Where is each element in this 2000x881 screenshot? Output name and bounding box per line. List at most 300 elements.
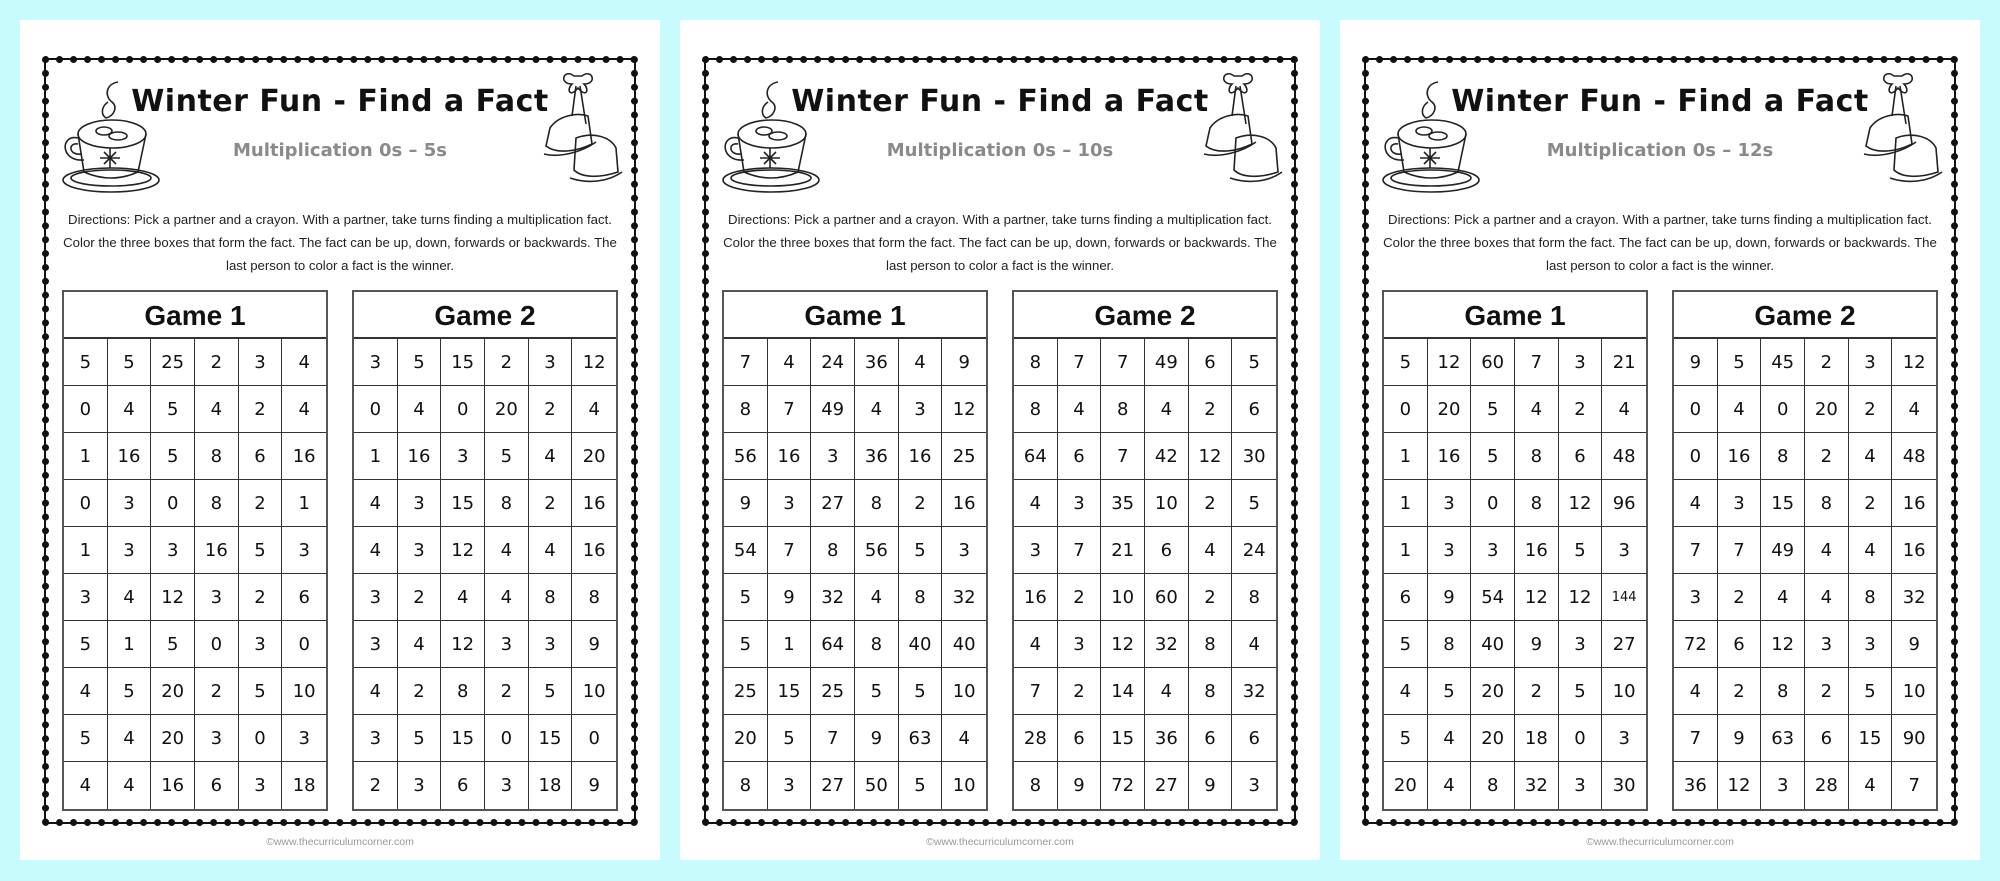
grid-cell[interactable]: 15: [1101, 715, 1145, 762]
grid-cell[interactable]: 5: [1384, 621, 1428, 668]
grid-cell[interactable]: 3: [1058, 480, 1102, 527]
grid-cell[interactable]: 60: [1145, 574, 1189, 621]
grid-cell[interactable]: 9: [1515, 621, 1559, 668]
grid-cell[interactable]: 27: [811, 762, 855, 809]
grid-cell[interactable]: 64: [811, 621, 855, 668]
grid-cell[interactable]: 54: [724, 527, 768, 574]
grid-cell[interactable]: 5: [855, 668, 899, 715]
grid-cell[interactable]: 4: [1849, 762, 1893, 809]
grid-cell[interactable]: 0: [282, 621, 326, 668]
grid-cell[interactable]: 4: [855, 574, 899, 621]
grid-cell[interactable]: 6: [1384, 574, 1428, 621]
grid-cell[interactable]: 8: [1101, 386, 1145, 433]
grid-cell[interactable]: 7: [768, 527, 812, 574]
grid-cell[interactable]: 2: [398, 574, 442, 621]
grid-cell[interactable]: 3: [282, 527, 326, 574]
grid-cell[interactable]: 4: [282, 339, 326, 386]
grid-cell[interactable]: 40: [942, 621, 986, 668]
grid-cell[interactable]: 3: [398, 527, 442, 574]
grid-cell[interactable]: 25: [942, 433, 986, 480]
grid-cell[interactable]: 16: [195, 527, 239, 574]
grid-cell[interactable]: 18: [529, 762, 573, 809]
grid-cell[interactable]: 7: [1674, 527, 1718, 574]
grid-cell[interactable]: 8: [572, 574, 616, 621]
grid-cell[interactable]: 6: [1559, 433, 1603, 480]
grid-cell[interactable]: 50: [855, 762, 899, 809]
grid-cell[interactable]: 1: [1384, 527, 1428, 574]
grid-cell[interactable]: 4: [1805, 527, 1849, 574]
grid-cell[interactable]: 56: [855, 527, 899, 574]
grid-cell[interactable]: 3: [195, 574, 239, 621]
grid-cell[interactable]: 4: [1805, 574, 1849, 621]
grid-cell[interactable]: 8: [1761, 668, 1805, 715]
grid-cell[interactable]: 4: [282, 386, 326, 433]
grid-cell[interactable]: 32: [1145, 621, 1189, 668]
grid-cell[interactable]: 12: [1101, 621, 1145, 668]
grid-cell[interactable]: 90: [1892, 715, 1936, 762]
grid-cell[interactable]: 2: [1805, 668, 1849, 715]
grid-cell[interactable]: 48: [1602, 433, 1646, 480]
grid-cell[interactable]: 0: [1471, 480, 1515, 527]
grid-cell[interactable]: 16: [768, 433, 812, 480]
grid-cell[interactable]: 4: [529, 527, 573, 574]
grid-cell[interactable]: 3: [239, 339, 283, 386]
grid-cell[interactable]: 5: [1232, 480, 1276, 527]
grid-cell[interactable]: 16: [1428, 433, 1472, 480]
grid-cell[interactable]: 4: [899, 339, 943, 386]
grid-cell[interactable]: 63: [1761, 715, 1805, 762]
grid-cell[interactable]: 7: [1014, 668, 1058, 715]
grid-cell[interactable]: 2: [239, 574, 283, 621]
grid-cell[interactable]: 8: [1014, 762, 1058, 809]
grid-cell[interactable]: 3: [441, 433, 485, 480]
grid-cell[interactable]: 16: [1014, 574, 1058, 621]
grid-cell[interactable]: 0: [485, 715, 529, 762]
grid-cell[interactable]: 12: [572, 339, 616, 386]
grid-cell[interactable]: 2: [354, 762, 398, 809]
grid-cell[interactable]: 0: [64, 386, 108, 433]
grid-cell[interactable]: 2: [899, 480, 943, 527]
grid-cell[interactable]: 2: [1058, 668, 1102, 715]
grid-cell[interactable]: 2: [1849, 386, 1893, 433]
grid-cell[interactable]: 1: [1384, 480, 1428, 527]
grid-cell[interactable]: 15: [1849, 715, 1893, 762]
grid-cell[interactable]: 3: [1058, 621, 1102, 668]
grid-cell[interactable]: 8: [724, 762, 768, 809]
grid-cell[interactable]: 3: [282, 715, 326, 762]
grid-cell[interactable]: 3: [942, 527, 986, 574]
grid-cell[interactable]: 16: [572, 480, 616, 527]
grid-cell[interactable]: 3: [768, 480, 812, 527]
grid-cell[interactable]: 54: [1471, 574, 1515, 621]
grid-cell[interactable]: 0: [64, 480, 108, 527]
grid-cell[interactable]: 8: [195, 480, 239, 527]
grid-cell[interactable]: 2: [1189, 386, 1233, 433]
grid-cell[interactable]: 2: [1718, 574, 1762, 621]
grid-cell[interactable]: 0: [354, 386, 398, 433]
grid-cell[interactable]: 3: [1718, 480, 1762, 527]
grid-cell[interactable]: 49: [811, 386, 855, 433]
grid-cell[interactable]: 5: [899, 668, 943, 715]
grid-cell[interactable]: 7: [1515, 339, 1559, 386]
grid-cell[interactable]: 16: [899, 433, 943, 480]
grid-cell[interactable]: 3: [1674, 574, 1718, 621]
grid-cell[interactable]: 3: [151, 527, 195, 574]
grid-cell[interactable]: 12: [1892, 339, 1936, 386]
grid-cell[interactable]: 3: [1559, 339, 1603, 386]
grid-cell[interactable]: 9: [942, 339, 986, 386]
grid-cell[interactable]: 49: [1145, 339, 1189, 386]
grid-cell[interactable]: 8: [855, 621, 899, 668]
grid-cell[interactable]: 6: [1058, 433, 1102, 480]
grid-cell[interactable]: 27: [811, 480, 855, 527]
grid-cell[interactable]: 7: [1101, 433, 1145, 480]
grid-cell[interactable]: 4: [64, 762, 108, 809]
grid-cell[interactable]: 8: [811, 527, 855, 574]
grid-cell[interactable]: 64: [1014, 433, 1058, 480]
grid-cell[interactable]: 8: [1428, 621, 1472, 668]
grid-cell[interactable]: 5: [1232, 339, 1276, 386]
grid-cell[interactable]: 48: [1892, 433, 1936, 480]
grid-cell[interactable]: 9: [724, 480, 768, 527]
grid-cell[interactable]: 12: [1189, 433, 1233, 480]
grid-cell[interactable]: 2: [1805, 339, 1849, 386]
grid-cell[interactable]: 5: [1718, 339, 1762, 386]
grid-cell[interactable]: 2: [529, 386, 573, 433]
grid-cell[interactable]: 20: [1471, 668, 1515, 715]
grid-cell[interactable]: 6: [1232, 715, 1276, 762]
grid-cell[interactable]: 15: [441, 480, 485, 527]
grid-cell[interactable]: 3: [239, 762, 283, 809]
grid-cell[interactable]: 20: [572, 433, 616, 480]
grid-cell[interactable]: 5: [1471, 386, 1515, 433]
grid-cell[interactable]: 10: [1892, 668, 1936, 715]
grid-cell[interactable]: 18: [1515, 715, 1559, 762]
grid-cell[interactable]: 16: [108, 433, 152, 480]
grid-cell[interactable]: 5: [108, 668, 152, 715]
grid-cell[interactable]: 18: [292, 775, 316, 796]
grid-cell[interactable]: 20: [1805, 386, 1849, 433]
grid-cell[interactable]: 7: [1101, 339, 1145, 386]
grid-cell[interactable]: 2: [1058, 574, 1102, 621]
grid-cell[interactable]: 5: [151, 433, 195, 480]
grid-cell[interactable]: 20: [1471, 715, 1515, 762]
grid-cell[interactable]: 6: [1189, 715, 1233, 762]
grid-cell[interactable]: 4: [1428, 715, 1472, 762]
grid-cell[interactable]: 3: [485, 621, 529, 668]
grid-cell[interactable]: 5: [724, 621, 768, 668]
grid-cell[interactable]: 25: [724, 668, 768, 715]
grid-cell[interactable]: 15: [441, 715, 485, 762]
grid-cell[interactable]: 32: [942, 574, 986, 621]
grid-cell[interactable]: 3: [1471, 527, 1515, 574]
grid-cell[interactable]: 15: [441, 339, 485, 386]
grid-cell[interactable]: 5: [64, 621, 108, 668]
grid-cell[interactable]: 72: [1674, 621, 1718, 668]
grid-cell[interactable]: 4: [108, 386, 152, 433]
grid-cell[interactable]: 16: [398, 433, 442, 480]
grid-cell[interactable]: 36: [855, 433, 899, 480]
grid-cell[interactable]: 4: [1145, 386, 1189, 433]
grid-cell[interactable]: 5: [1428, 668, 1472, 715]
grid-cell[interactable]: 2: [1189, 480, 1233, 527]
grid-cell[interactable]: 4: [441, 574, 485, 621]
grid-cell[interactable]: 3: [1559, 621, 1603, 668]
grid-cell[interactable]: 4: [354, 480, 398, 527]
grid-cell[interactable]: 12: [151, 574, 195, 621]
grid-cell[interactable]: 4: [485, 527, 529, 574]
grid-cell[interactable]: 4: [1058, 386, 1102, 433]
grid-cell[interactable]: 42: [1145, 433, 1189, 480]
grid-cell[interactable]: 3: [239, 621, 283, 668]
grid-cell[interactable]: 14: [1101, 668, 1145, 715]
grid-cell[interactable]: 4: [1602, 386, 1646, 433]
grid-cell[interactable]: 9: [1892, 621, 1936, 668]
grid-cell[interactable]: 32: [1515, 762, 1559, 809]
grid-cell[interactable]: 9: [1189, 762, 1233, 809]
grid-cell[interactable]: 16: [1892, 480, 1936, 527]
grid-cell[interactable]: 12: [1761, 621, 1805, 668]
grid-cell[interactable]: 40: [1471, 621, 1515, 668]
grid-cell[interactable]: 8: [1805, 480, 1849, 527]
grid-cell[interactable]: 3: [1428, 480, 1472, 527]
grid-cell[interactable]: 8: [1189, 621, 1233, 668]
grid-cell[interactable]: 0: [1674, 386, 1718, 433]
grid-cell[interactable]: 5: [151, 621, 195, 668]
grid-cell[interactable]: 8: [529, 574, 573, 621]
grid-cell[interactable]: 4: [108, 574, 152, 621]
grid-cell[interactable]: 2: [239, 480, 283, 527]
grid-cell[interactable]: 8: [1515, 480, 1559, 527]
grid-cell[interactable]: 4: [64, 668, 108, 715]
grid-cell[interactable]: 3: [1761, 762, 1805, 809]
grid-cell[interactable]: 8: [485, 480, 529, 527]
grid-cell[interactable]: 4: [1849, 527, 1893, 574]
grid-cell[interactable]: 20: [1384, 762, 1428, 809]
grid-cell[interactable]: 3: [768, 762, 812, 809]
grid-cell[interactable]: 5: [64, 339, 108, 386]
grid-cell[interactable]: 3: [1602, 715, 1646, 762]
grid-cell[interactable]: 3: [354, 621, 398, 668]
grid-cell[interactable]: 2: [485, 668, 529, 715]
grid-cell[interactable]: 0: [1384, 386, 1428, 433]
grid-cell[interactable]: 9: [588, 775, 600, 796]
grid-cell[interactable]: 3: [195, 715, 239, 762]
grid-cell[interactable]: 3: [1014, 527, 1058, 574]
grid-cell[interactable]: 16: [942, 480, 986, 527]
grid-cell[interactable]: 1: [282, 480, 326, 527]
grid-cell[interactable]: 1: [64, 433, 108, 480]
grid-cell[interactable]: 21: [1602, 339, 1646, 386]
grid-cell[interactable]: 4: [1718, 386, 1762, 433]
grid-cell[interactable]: 4: [1428, 762, 1472, 809]
grid-cell[interactable]: 7: [724, 339, 768, 386]
grid-cell[interactable]: 20: [151, 668, 195, 715]
grid-cell[interactable]: 4: [1384, 668, 1428, 715]
grid-cell[interactable]: 28: [1805, 762, 1849, 809]
grid-cell[interactable]: 24: [811, 339, 855, 386]
grid-cell[interactable]: 5: [899, 527, 943, 574]
grid-cell[interactable]: 4: [1674, 668, 1718, 715]
grid-cell[interactable]: 8: [1849, 574, 1893, 621]
grid-cell[interactable]: 3: [64, 574, 108, 621]
grid-cell[interactable]: 24: [1232, 527, 1276, 574]
grid-cell[interactable]: 20: [485, 386, 529, 433]
grid-cell[interactable]: 3: [108, 527, 152, 574]
grid-cell[interactable]: 6: [1189, 339, 1233, 386]
grid-cell[interactable]: 5: [724, 574, 768, 621]
grid-cell[interactable]: 6: [282, 574, 326, 621]
grid-cell[interactable]: 12: [1428, 339, 1472, 386]
grid-cell[interactable]: 6: [1232, 386, 1276, 433]
grid-cell[interactable]: 5: [529, 668, 573, 715]
grid-cell[interactable]: 3: [1805, 621, 1849, 668]
grid-cell[interactable]: 30: [1232, 433, 1276, 480]
grid-cell[interactable]: 3: [1248, 775, 1260, 796]
grid-cell[interactable]: 6: [441, 762, 485, 809]
grid-cell[interactable]: 16: [1892, 527, 1936, 574]
grid-cell[interactable]: 2: [1718, 668, 1762, 715]
grid-cell[interactable]: 25: [811, 668, 855, 715]
grid-cell[interactable]: 45: [1761, 339, 1805, 386]
grid-cell[interactable]: 10: [282, 668, 326, 715]
grid-cell[interactable]: 49: [1761, 527, 1805, 574]
grid-cell[interactable]: 5: [1849, 668, 1893, 715]
grid-cell[interactable]: 1: [354, 433, 398, 480]
grid-cell[interactable]: 4: [354, 527, 398, 574]
grid-cell[interactable]: 4: [1014, 480, 1058, 527]
grid-cell[interactable]: 10: [1145, 480, 1189, 527]
grid-cell[interactable]: 5: [151, 386, 195, 433]
grid-cell[interactable]: 8: [1232, 574, 1276, 621]
grid-cell[interactable]: 4: [398, 621, 442, 668]
grid-cell[interactable]: 2: [1189, 574, 1233, 621]
grid-cell[interactable]: 21: [1101, 527, 1145, 574]
grid-cell[interactable]: 7: [811, 715, 855, 762]
grid-cell[interactable]: 56: [724, 433, 768, 480]
grid-cell[interactable]: 0: [1761, 386, 1805, 433]
grid-cell[interactable]: 9: [1428, 574, 1472, 621]
grid-cell[interactable]: 8: [441, 668, 485, 715]
grid-cell[interactable]: 6: [1058, 715, 1102, 762]
grid-cell[interactable]: 4: [1761, 574, 1805, 621]
grid-cell[interactable]: 16: [282, 433, 326, 480]
grid-cell[interactable]: 3: [354, 574, 398, 621]
grid-cell[interactable]: 2: [1805, 433, 1849, 480]
grid-cell[interactable]: 5: [1559, 527, 1603, 574]
grid-cell[interactable]: 9: [572, 621, 616, 668]
grid-cell[interactable]: 7: [1908, 775, 1920, 796]
grid-cell[interactable]: 2: [239, 386, 283, 433]
grid-cell[interactable]: 10: [1101, 574, 1145, 621]
grid-cell[interactable]: 10: [952, 775, 976, 796]
grid-cell[interactable]: 8: [1761, 433, 1805, 480]
grid-cell[interactable]: 4: [1892, 386, 1936, 433]
grid-cell[interactable]: 10: [572, 668, 616, 715]
grid-cell[interactable]: 4: [195, 386, 239, 433]
grid-cell[interactable]: 20: [151, 715, 195, 762]
grid-cell[interactable]: 3: [529, 621, 573, 668]
grid-cell[interactable]: 4: [108, 715, 152, 762]
grid-cell[interactable]: 3: [398, 480, 442, 527]
grid-cell[interactable]: 10: [1602, 668, 1646, 715]
grid-cell[interactable]: 20: [1428, 386, 1472, 433]
grid-cell[interactable]: 6: [1718, 621, 1762, 668]
grid-cell[interactable]: 5: [398, 715, 442, 762]
grid-cell[interactable]: 36: [1145, 715, 1189, 762]
grid-cell[interactable]: 3: [108, 480, 152, 527]
grid-cell[interactable]: 4: [354, 668, 398, 715]
grid-cell[interactable]: 9: [1674, 339, 1718, 386]
grid-cell[interactable]: 5: [485, 433, 529, 480]
grid-cell[interactable]: 0: [239, 715, 283, 762]
grid-cell[interactable]: 3: [899, 386, 943, 433]
grid-cell[interactable]: 4: [1014, 621, 1058, 668]
grid-cell[interactable]: 3: [354, 339, 398, 386]
grid-cell[interactable]: 3: [811, 433, 855, 480]
grid-cell[interactable]: 2: [1849, 480, 1893, 527]
grid-cell[interactable]: 12: [441, 527, 485, 574]
grid-cell[interactable]: 1: [1384, 433, 1428, 480]
grid-cell[interactable]: 8: [724, 386, 768, 433]
grid-cell[interactable]: 5: [768, 715, 812, 762]
grid-cell[interactable]: 96: [1602, 480, 1646, 527]
grid-cell[interactable]: 27: [1145, 762, 1189, 809]
grid-cell[interactable]: 25: [151, 339, 195, 386]
grid-cell[interactable]: 12: [441, 621, 485, 668]
grid-cell[interactable]: 4: [398, 386, 442, 433]
grid-cell[interactable]: 1: [768, 621, 812, 668]
grid-cell[interactable]: 3: [1602, 527, 1646, 574]
grid-cell[interactable]: 6: [1805, 715, 1849, 762]
grid-cell[interactable]: 63: [899, 715, 943, 762]
grid-cell[interactable]: 12: [1559, 480, 1603, 527]
grid-cell[interactable]: 7: [768, 386, 812, 433]
grid-cell[interactable]: 3: [1849, 339, 1893, 386]
grid-cell[interactable]: 27: [1602, 621, 1646, 668]
grid-cell[interactable]: 1: [108, 621, 152, 668]
grid-cell[interactable]: 60: [1471, 339, 1515, 386]
grid-cell[interactable]: 0: [572, 715, 616, 762]
grid-cell[interactable]: 0: [195, 621, 239, 668]
grid-cell[interactable]: 36: [855, 339, 899, 386]
grid-cell[interactable]: 3: [1428, 527, 1472, 574]
grid-cell[interactable]: 35: [1101, 480, 1145, 527]
grid-cell[interactable]: 32: [811, 574, 855, 621]
grid-cell[interactable]: 6: [239, 433, 283, 480]
grid-cell[interactable]: 144: [1602, 574, 1646, 621]
grid-cell[interactable]: 20: [724, 715, 768, 762]
grid-cell[interactable]: 12: [942, 386, 986, 433]
grid-cell[interactable]: 4: [1232, 621, 1276, 668]
grid-cell[interactable]: 4: [572, 386, 616, 433]
grid-cell[interactable]: 4: [1515, 386, 1559, 433]
grid-cell[interactable]: 15: [529, 715, 573, 762]
grid-cell[interactable]: 4: [1189, 527, 1233, 574]
grid-cell[interactable]: 12: [1515, 574, 1559, 621]
grid-cell[interactable]: 4: [768, 339, 812, 386]
grid-cell[interactable]: 8: [1189, 668, 1233, 715]
grid-cell[interactable]: 0: [441, 386, 485, 433]
grid-cell[interactable]: 5: [1384, 715, 1428, 762]
grid-cell[interactable]: 3: [1849, 621, 1893, 668]
grid-cell[interactable]: 8: [1471, 762, 1515, 809]
grid-cell[interactable]: 4: [1145, 668, 1189, 715]
grid-cell[interactable]: 15: [1761, 480, 1805, 527]
grid-cell[interactable]: 3: [485, 762, 529, 809]
grid-cell[interactable]: 7: [1058, 339, 1102, 386]
grid-cell[interactable]: 8: [195, 433, 239, 480]
